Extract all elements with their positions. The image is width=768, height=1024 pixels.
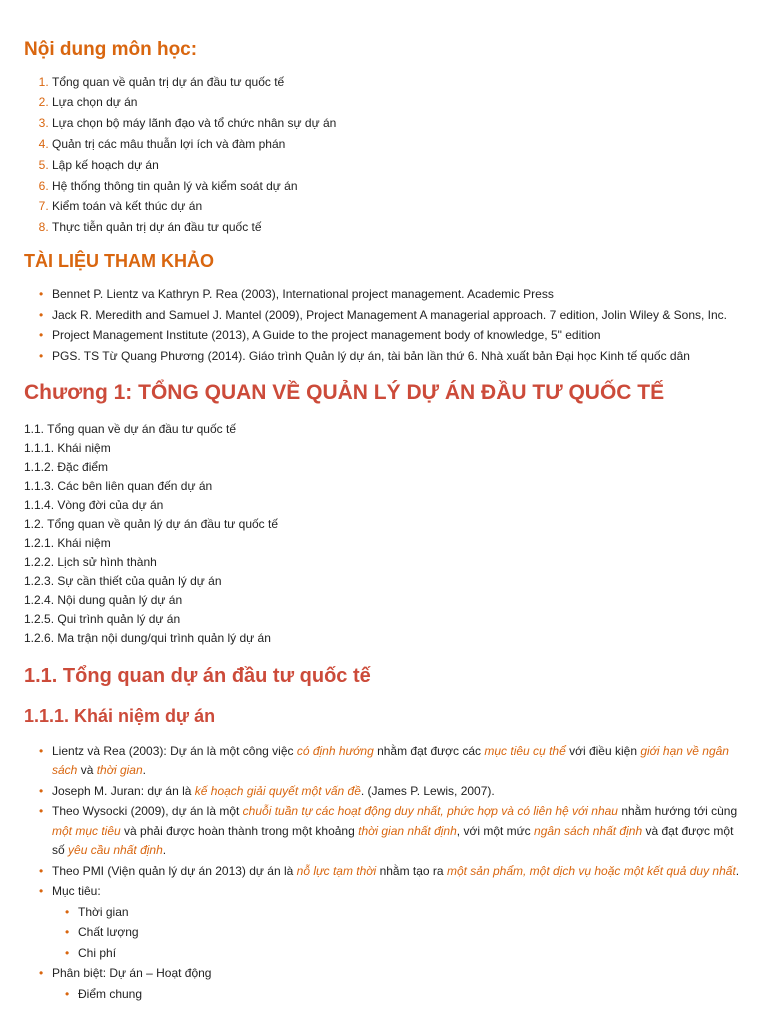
distinguish-item <box>52 964 746 1004</box>
subsection-heading: 1.1.1. Khái niệm dự án <box>24 706 216 727</box>
distinguish-subitem: • Điểm chung <box>78 984 746 1005</box>
toc-entry: 1.2.5. Qui trình quản lý dự án <box>24 612 181 627</box>
objective-item: • Chất lượng <box>78 922 746 943</box>
objective-item: • Thời gian <box>78 902 746 923</box>
toc-entry: 1.2.2. Lịch sử hình thành <box>24 555 157 570</box>
content-item: 3. Lựa chọn bộ máy lãnh đạo và tổ chức nhân sự dự án <box>52 113 746 134</box>
references-list <box>24 284 746 366</box>
definition-pmi: • Theo PMI (Viện quản lý dự án 2013) dự án là nỗ lực tạm thời nhằm tạo ra một sản phẩm, một dịch vụ hoặc một kết quả duy nhất. <box>52 862 746 882</box>
objective-item: • Chi phí <box>78 943 746 964</box>
content-item: 1. Tổng quan về quản trị dự án đầu tư quốc tế <box>52 72 746 93</box>
content-item: 7. Kiểm toán và kết thúc dự án <box>52 196 746 217</box>
content-heading: Nội dung môn học: <box>24 39 198 60</box>
toc-entry: 1.1.3. Các bên liên quan đến dự án <box>24 479 213 494</box>
references-heading: TÀI LIỆU THAM KHẢO <box>24 250 214 271</box>
toc-entry: 1.2.1. Khái niệm <box>24 536 111 551</box>
objectives-item <box>52 882 746 963</box>
content-item: 2. Lựa chọn dự án <box>52 92 746 113</box>
chapter-heading: Chương 1: TỔNG QUAN VỀ QUẢN LÝ DỰ ÁN ĐẦU TƯ QUỐC TẾ <box>24 381 665 405</box>
toc-entry: 1.2. Tổng quan về quản lý dự án đầu tư quốc tế <box>24 517 279 532</box>
toc-entry: 1.1. Tổng quan về dự án đầu tư quốc tế <box>24 422 236 437</box>
content-item: 8. Thực tiễn quản trị dự án đầu tư quốc tế <box>52 217 746 238</box>
distinguish-list <box>52 984 746 1005</box>
content-item: 6. Hệ thống thông tin quản lý và kiểm soát dự án <box>52 176 746 197</box>
toc-entry: 1.1.1. Khái niệm <box>24 441 111 456</box>
objectives-list <box>52 902 746 964</box>
chapter-toc <box>24 420 746 648</box>
content-list <box>24 72 746 238</box>
toc-entry: 1.2.4. Nội dung quản lý dự án <box>24 593 183 608</box>
definition-lientz: • Lientz và Rea (2003): Dự án là một công việc có định hướng nhằm đạt được các mục tiêu cụ thể với điều kiện giới hạn về ngân sách và thời gian. <box>52 742 746 781</box>
reference-item: • Project Management Institute (2013), A Guide to the project management body of knowledge, 5" edition <box>52 325 746 346</box>
section-heading: 1.1. Tổng quan dự án đầu tư quốc tế <box>24 665 371 688</box>
content-item: 5. Lập kế hoạch dự án <box>52 155 746 176</box>
definitions-list <box>24 742 746 1005</box>
content-item: 4. Quản trị các mâu thuẫn lợi ích và đàm phán <box>52 134 746 155</box>
definition-wysocki: • Theo Wysocki (2009), dự án là một chuỗi tuần tự các hoạt động duy nhất, phức hợp và có liên hệ với nhau nhằm hướng tới cùng một mục tiêu và phải được hoàn thành trong một khoảng thời gian nhất định, với một mức ngân sách nhất định và đạt được một số yêu cầu nhất định. <box>52 802 746 861</box>
objectives-label: Mục tiêu: <box>52 884 101 899</box>
reference-item: • Jack R. Meredith and Samuel J. Mantel (2009), Project Management A managerial approach. 7 edition, Jolin Wiley & Sons, Inc. <box>52 305 746 326</box>
distinguish-label: Phân biệt: Dự án – Hoạt động <box>52 966 212 981</box>
reference-item: • Bennet P. Lientz va Kathryn P. Rea (2003), International project management. Academic Press <box>52 284 746 305</box>
toc-entry: 1.1.2. Đặc điểm <box>24 460 109 475</box>
toc-entry: 1.2.6. Ma trận nội dung/qui trình quản lý dự án <box>24 631 271 646</box>
toc-entry: 1.2.3. Sự cần thiết của quản lý dự án <box>24 574 222 589</box>
reference-item: • PGS. TS Từ Quang Phương (2014). Giáo trình Quản lý dự án, tài bản lần thứ 6. Nhà xuất bản Đại học Kinh tế quốc dân <box>52 346 746 367</box>
definition-juran: • Joseph M. Juran: dự án là kế hoạch giải quyết một vấn đề. (James P. Lewis, 2007). <box>52 782 746 802</box>
toc-entry: 1.1.4. Vòng đời của dự án <box>24 498 164 513</box>
